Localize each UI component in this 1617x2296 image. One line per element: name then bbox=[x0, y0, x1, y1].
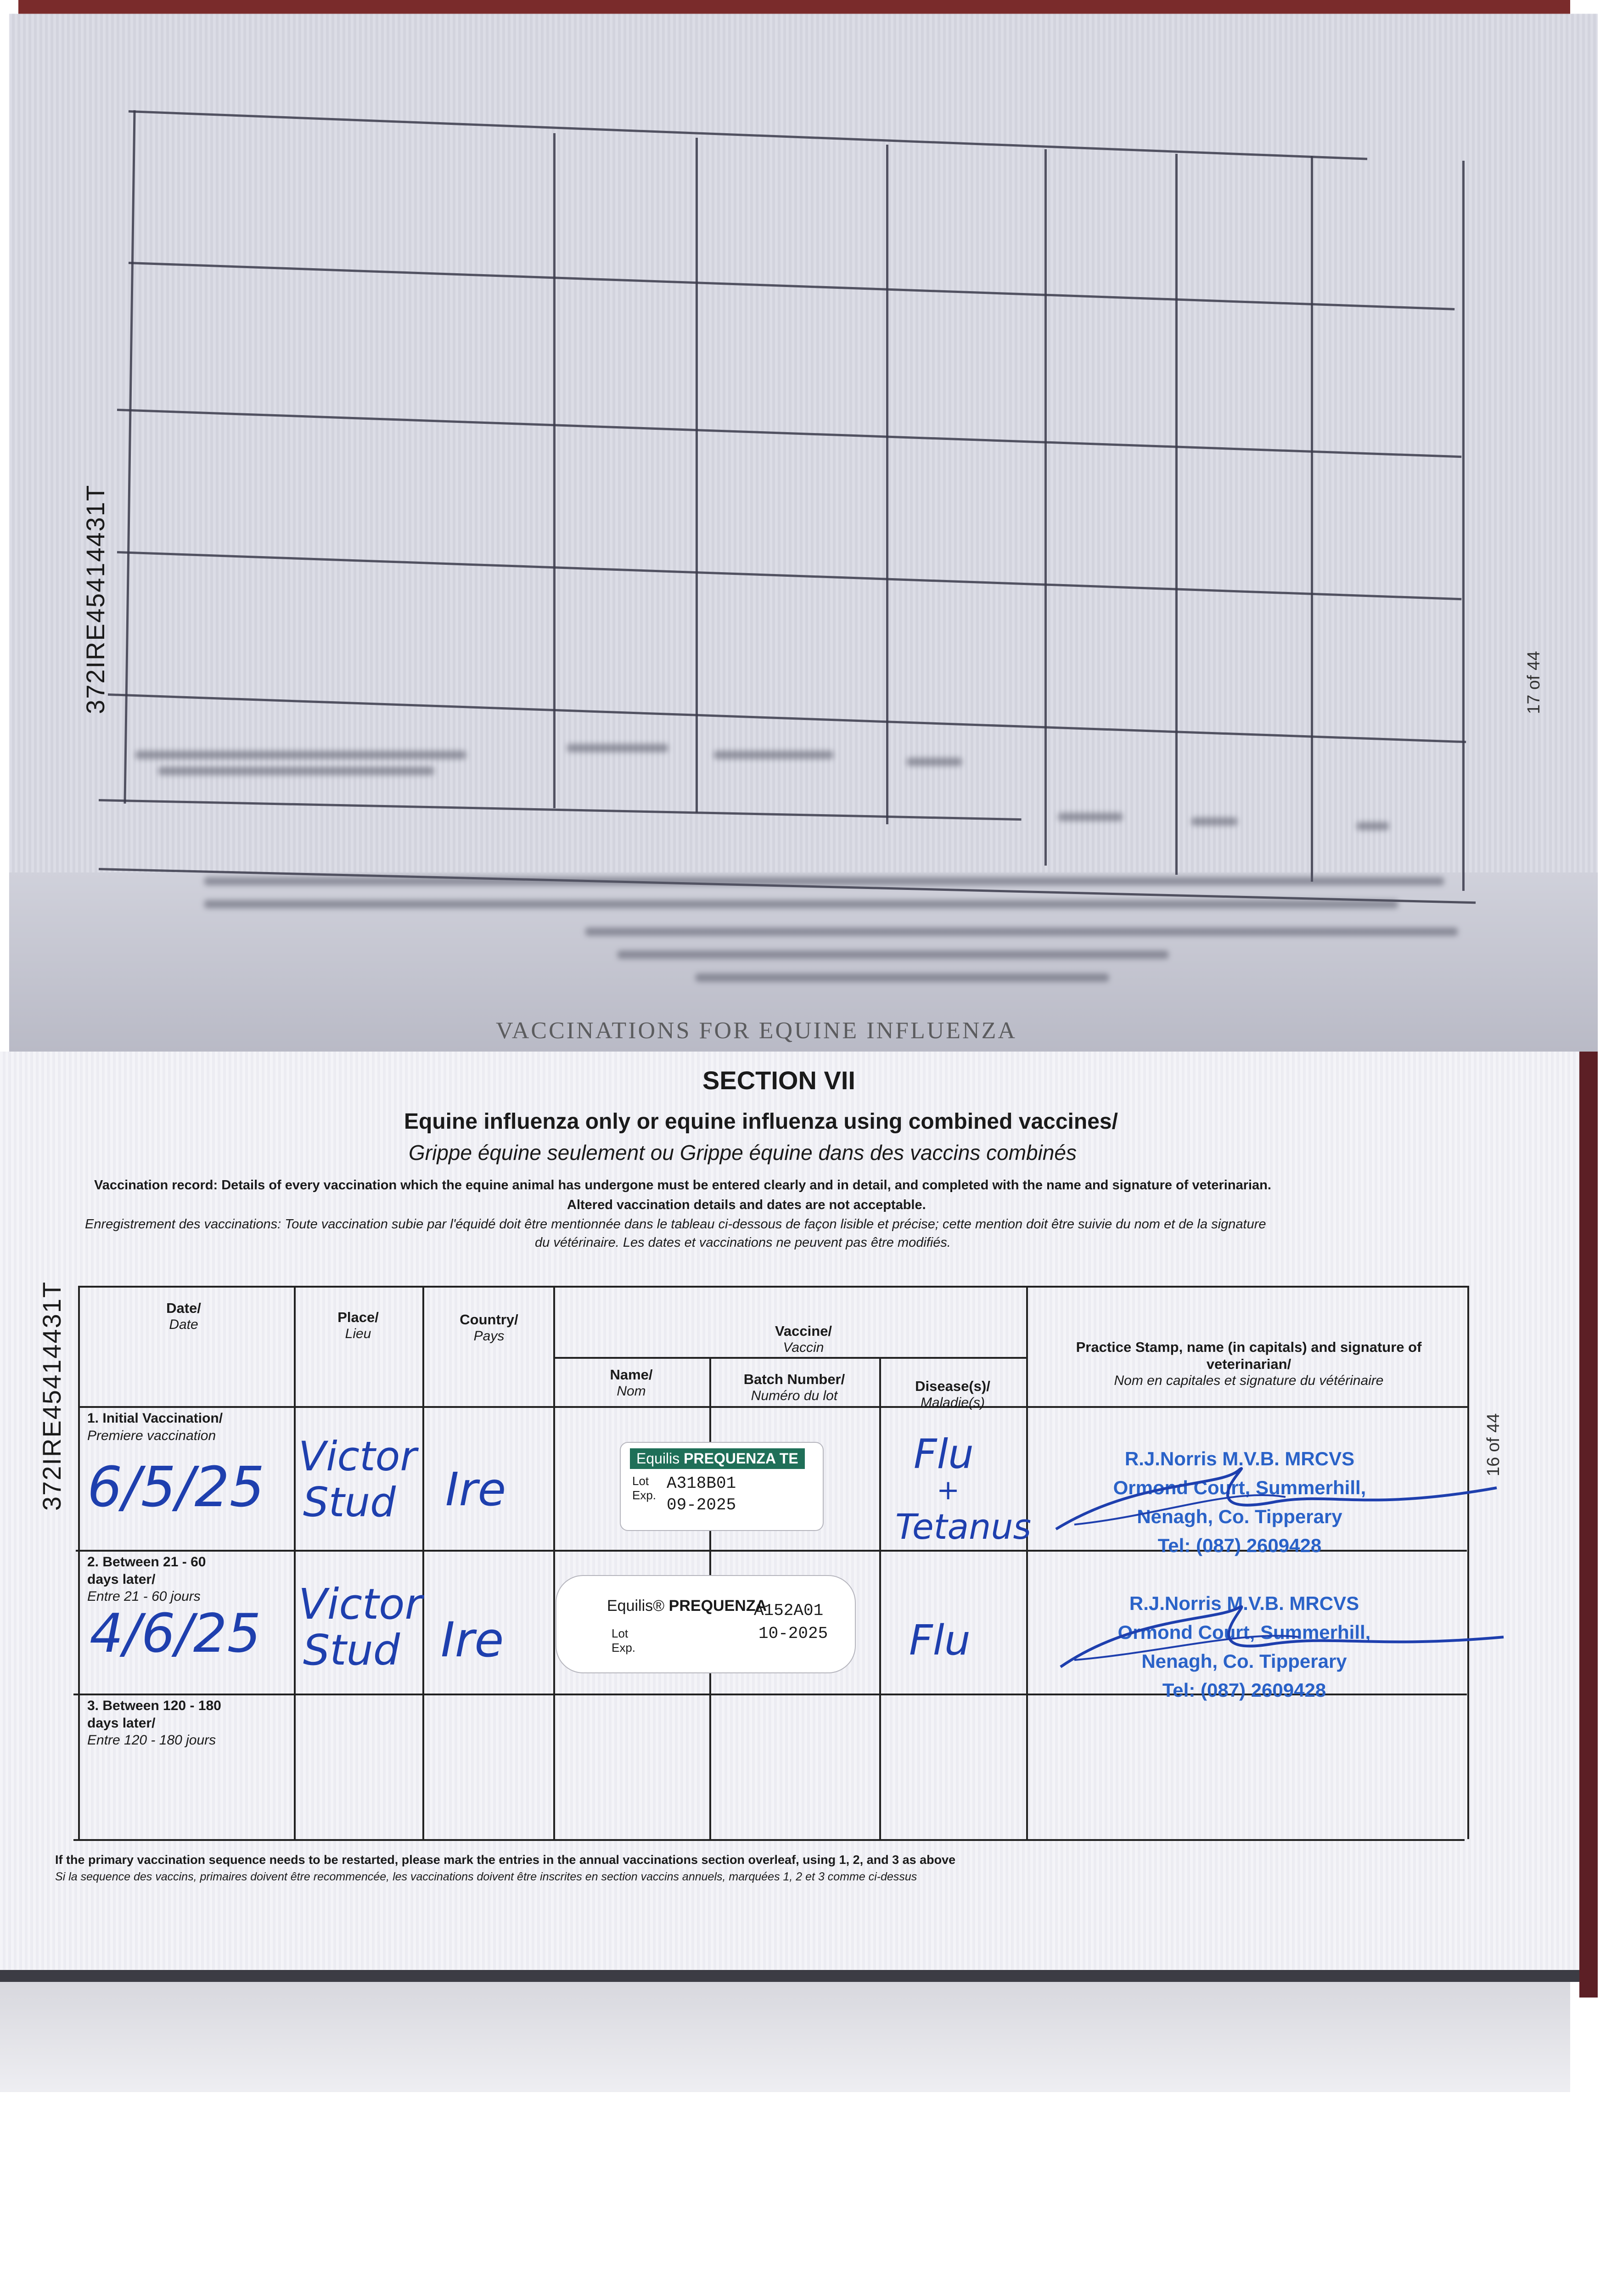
header-vaccine-name: Name/ Nom bbox=[610, 1367, 653, 1399]
instruction-fr: Enregistrement des vaccinations: Toute vaccination subie par l'équidé doit être mentionnée dans le tableau ci-dessous de façon lisible et précise; cette mention doit être suivie du nom et de la signature bbox=[85, 1217, 1266, 1232]
book-cover-edge-right bbox=[1579, 1052, 1598, 1998]
row1-place-line1: Victor bbox=[298, 1433, 417, 1480]
vaccination-table bbox=[73, 1286, 1469, 1887]
header-practice-stamp: Practice Stamp, name (in capitals) and signature of veterinarian/ Nom en capitales et signature du vétérinaire bbox=[1076, 1339, 1422, 1389]
row1-expiry: 09-2025 bbox=[667, 1496, 736, 1514]
header-place: Place/ Lieu bbox=[337, 1309, 379, 1342]
row2-lot-exp-labels: Lot Exp. bbox=[612, 1626, 636, 1655]
row1-disease-tetanus: Tetanus bbox=[895, 1506, 1032, 1547]
row2-country: Ire bbox=[441, 1612, 504, 1668]
row2-date: 4/6/25 bbox=[90, 1603, 261, 1665]
row2-place-line1: Victor bbox=[298, 1580, 422, 1629]
row-label-third: 3. Between 120 - 180 days later/ Entre 120 - 180 jours bbox=[87, 1698, 221, 1748]
header-country: Country/ Pays bbox=[460, 1311, 518, 1344]
section-subtitle-fr: Grippe équine seulement ou Grippe équine dans des vaccins combinés bbox=[409, 1141, 1077, 1165]
row1-vet-signature bbox=[1047, 1460, 1506, 1543]
instruction-en-2: Altered vaccination details and dates are not acceptable. bbox=[567, 1198, 926, 1212]
row2-vaccine-brand: Equilis® PREQUENZA bbox=[607, 1597, 767, 1615]
header-diseases: Disease(s)/ Maladie(s) bbox=[915, 1378, 990, 1411]
row-label-initial: 1. Initial Vaccination/ Premiere vaccination bbox=[87, 1411, 223, 1443]
lower-passport-id: 372IRE45414431T bbox=[37, 1281, 66, 1511]
section-title: SECTION VII bbox=[702, 1066, 855, 1095]
row2-disease-flu: Flu bbox=[909, 1616, 971, 1665]
lower-page-number: 16 of 44 bbox=[1484, 1413, 1503, 1476]
row1-disease-flu: Flu bbox=[914, 1430, 974, 1478]
header-batch-number: Batch Number/ Numéro du lot bbox=[743, 1371, 845, 1404]
row1-vet-stamp: R.J.Norris M.V.B. MRCVS Ormond Court, Summerhill, Nenagh, Co. Tipperary Tel: (087) 2609428 bbox=[1113, 1448, 1366, 1556]
faded-heading: VACCINATIONS FOR EQUINE INFLUENZA bbox=[496, 1018, 1017, 1044]
row2-place-line2: Stud bbox=[303, 1626, 400, 1675]
row-label-second: 2. Between 21 - 60 days later/ Entre 21 - 60 jours bbox=[87, 1554, 206, 1604]
upper-passport-id: 372IRE45414431T bbox=[81, 484, 110, 714]
instruction-en: Vaccination record: Details of every vaccination which the equine animal has undergone must be entered clearly and in detail, and completed with the name and signature of veterinarian. bbox=[94, 1178, 1271, 1193]
book-lower-edge bbox=[0, 1982, 1570, 2092]
row2-vaccine-sticker bbox=[556, 1575, 856, 1673]
header-date: Date/ Date bbox=[166, 1300, 201, 1333]
row2-expiry: 10-2025 bbox=[758, 1624, 828, 1643]
page-edge-shadow bbox=[0, 1970, 1579, 1982]
row2-lot-number: A152A01 bbox=[754, 1601, 824, 1620]
row2-vet-stamp: R.J.Norris M.V.B. MRCVS Ormond Court, Summerhill, Nenagh, Co. Tipperary Tel: (087) 2609428 bbox=[1117, 1593, 1371, 1701]
footnote-en: If the primary vaccination sequence needs to be restarted, please mark the entries in the annual vaccinations section overleaf, using 1, 2, and 3 as above bbox=[55, 1853, 956, 1867]
instruction-fr-2: du vétérinaire. Les dates et vaccinations ne peuvent pas être modifiés. bbox=[535, 1235, 951, 1250]
row1-date: 6/5/25 bbox=[87, 1456, 265, 1519]
row1-country: Ire bbox=[445, 1463, 506, 1516]
row1-vaccine-sticker bbox=[620, 1442, 824, 1531]
row1-disease-plus: + bbox=[937, 1474, 960, 1506]
row1-lot-exp-labels: Lot Exp. bbox=[632, 1474, 657, 1503]
row1-vaccine-brand: Equilis PREQUENZA TE bbox=[630, 1448, 805, 1469]
upper-page-number: 17 of 44 bbox=[1524, 651, 1544, 714]
header-vaccine: Vaccine/ Vaccin bbox=[775, 1323, 832, 1356]
section-subtitle: Equine influenza only or equine influenza using combined vaccines/ bbox=[404, 1109, 1118, 1134]
row1-lot-number: A318B01 bbox=[667, 1474, 736, 1493]
row2-vet-signature bbox=[1051, 1598, 1510, 1681]
footnote-fr: Si la sequence des vaccins, primaires doivent être recommencée, les vaccinations doivent être inscrites en section vaccins annuels, marquées 1, 2 et 3 comme ci-dessus bbox=[55, 1870, 917, 1883]
row1-place-line2: Stud bbox=[303, 1479, 396, 1526]
